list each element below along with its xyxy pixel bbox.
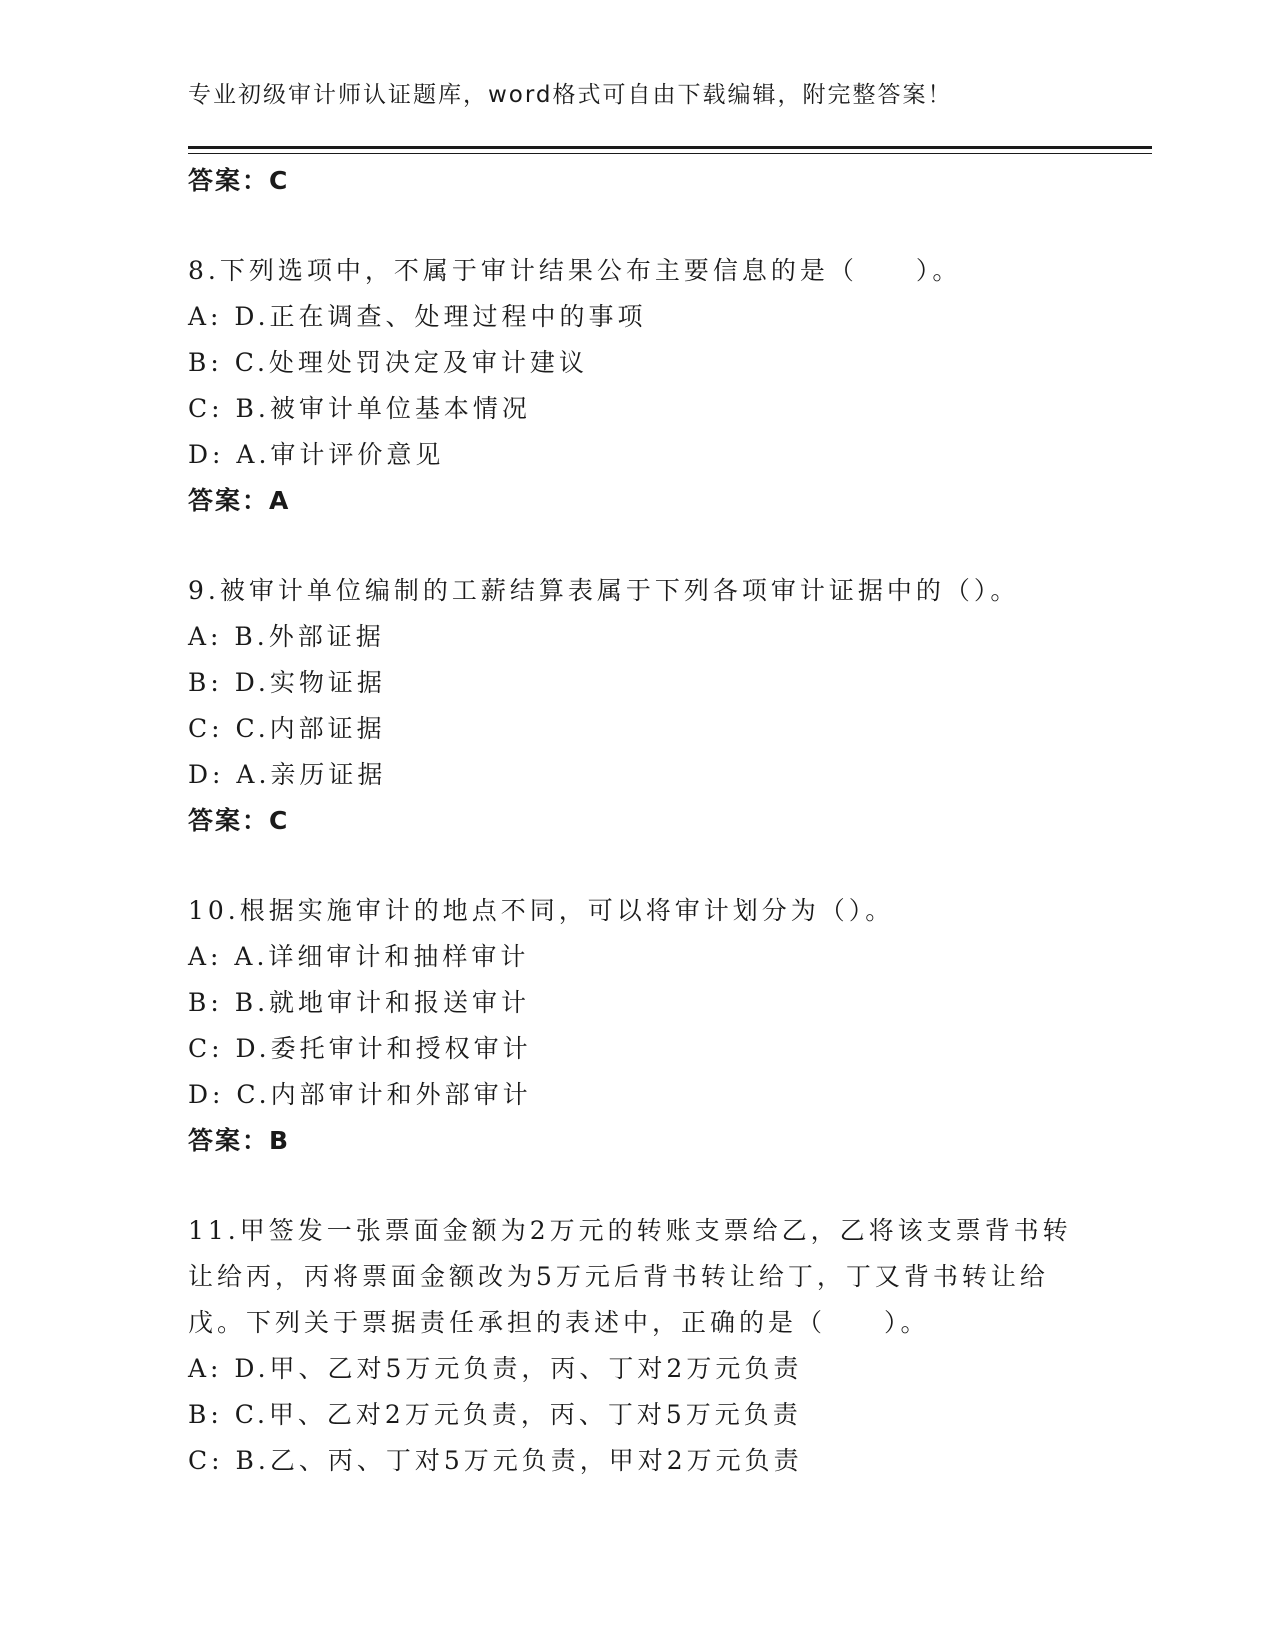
answer-line: 答案：C — [188, 166, 290, 195]
question-item — [188, 248, 1088, 524]
question-item — [188, 568, 1088, 844]
page-header: 专业初级审计师认证题库，word格式可自由下载编辑，附完整答案！ — [188, 82, 953, 108]
option-c: C: C.内部证据 — [188, 714, 386, 743]
answer-line: 答案：B — [188, 1126, 291, 1155]
question-stem: 9.被审计单位编制的工薪结算表属于下列各项审计证据中的（）。 — [188, 576, 1020, 605]
option-c: C: D.委托审计和授权审计 — [188, 1034, 532, 1063]
question-stem-line: 11.甲签发一张票面金额为2万元的转账支票给乙，乙将该支票背书转 — [188, 1216, 1072, 1245]
option-d: D: A.审计评价意见 — [188, 440, 445, 469]
question-stem-line: 戊。下列关于票据责任承担的表述中，正确的是（ ）。 — [188, 1308, 930, 1337]
answer-line: 答案：C — [188, 806, 290, 835]
option-a: A: D.正在调查、处理过程中的事项 — [188, 302, 647, 331]
question-stem-line: 让给丙，丙将票面金额改为5万元后背书转让给丁，丁又背书转让给 — [188, 1262, 1049, 1291]
question-item — [188, 1208, 1088, 1484]
header-divider — [188, 146, 1152, 154]
option-a: A: D.甲、乙对5万元负责，丙、丁对2万元负责 — [188, 1354, 803, 1383]
option-a: A: B.外部证据 — [188, 622, 385, 651]
question-stem: 10.根据实施审计的地点不同，可以将审计划分为（）。 — [188, 896, 895, 925]
option-b: B: C.甲、乙对2万元负责，丙、丁对5万元负责 — [188, 1400, 802, 1429]
question-list — [188, 158, 1088, 1484]
option-c: C: B.乙、丙、丁对5万元负责，甲对2万元负责 — [188, 1446, 803, 1475]
option-d: D: A.亲历证据 — [188, 760, 387, 789]
option-b: B: B.就地审计和报送审计 — [188, 988, 531, 1017]
option-a: A: A.详细审计和抽样审计 — [188, 942, 530, 971]
question-stem: 8.下列选项中，不属于审计结果公布主要信息的是（ ）。 — [188, 256, 962, 285]
option-b: B: D.实物证据 — [188, 668, 386, 697]
answer-line: 答案：A — [188, 486, 291, 515]
question-item — [188, 888, 1088, 1164]
option-b: B: C.处理处罚决定及审计建议 — [188, 348, 588, 377]
option-c: C: B.被审计单位基本情况 — [188, 394, 531, 423]
option-d: D: C.内部审计和外部审计 — [188, 1080, 532, 1109]
